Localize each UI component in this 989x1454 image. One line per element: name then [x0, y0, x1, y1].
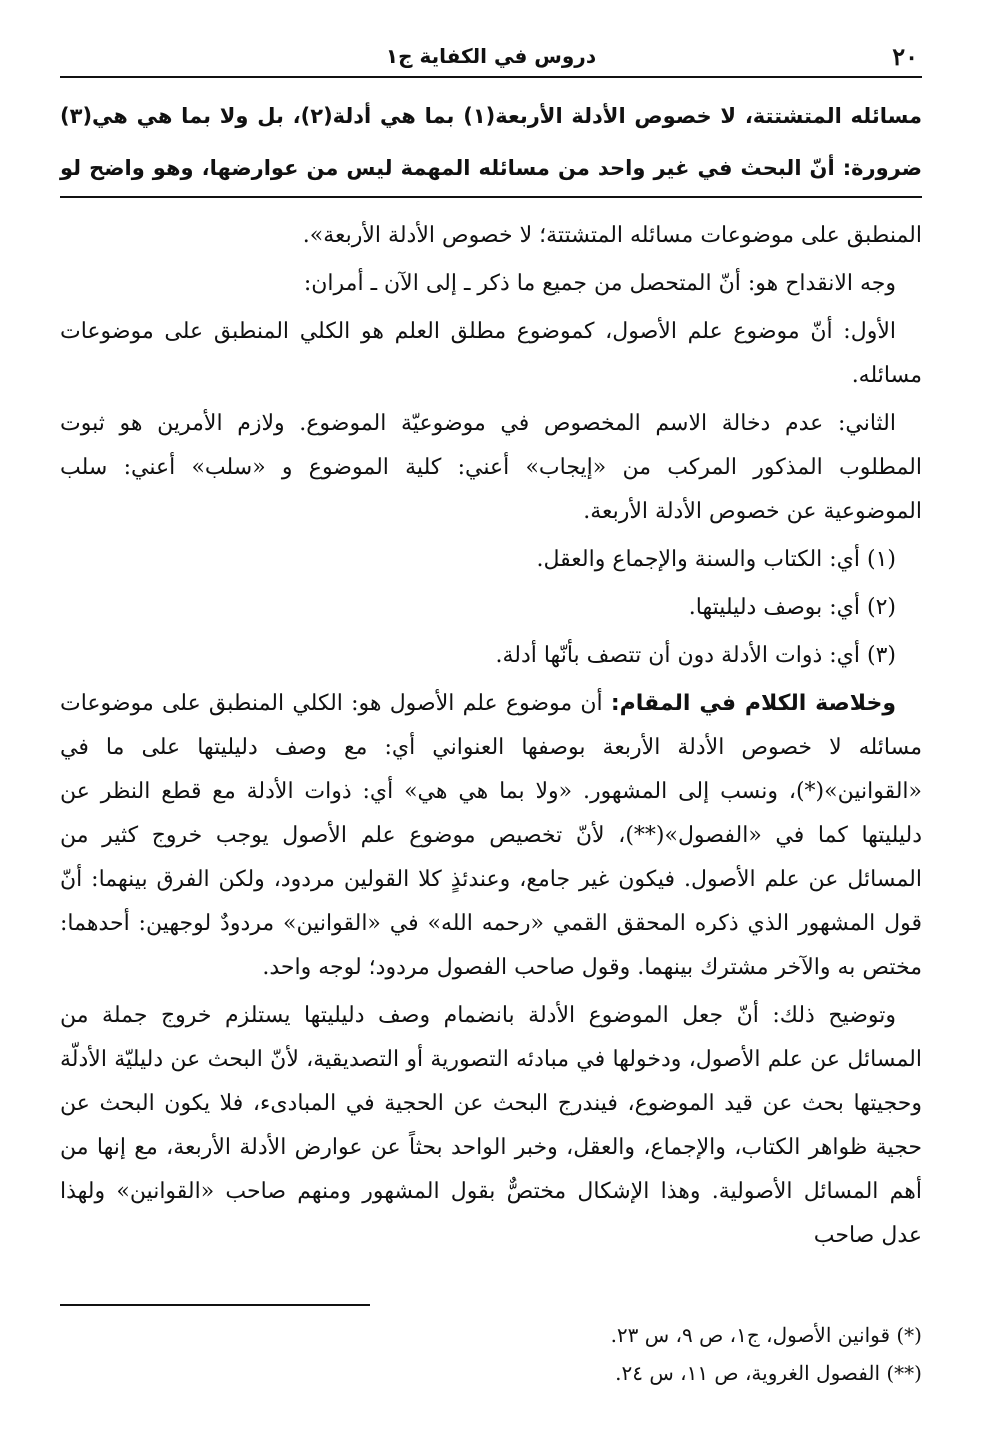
document-page: [60, 0, 922, 1454]
paragraph-6: وتوضيح ذلك: أنّ جعل الموضوع الأدلة بانضمام وصف دليليتها يستلزم خروج جملة من المسائل عن علم الأصول، ودخولها في مبادئه التصورية أو التصديقية، لأنّ البحث عن دليليّة الأدلّة وحجيتها بحث عن قيد الموضوع، فيندرج البحث عن الحجية في المبادىء، فلا يكون البحث عن حجية ظواهر الكتاب، والإجماع، والعقل، وخبر الواحد بحثاً عن عوارض الأدلة الأربعة، مع إنها من أهم المسائل الأصولية. وهذا الإشكال مختصٌّ بقول المشهور ومنهم صاحب «القوانين» ولهذا عدل صاحب: [60, 1003, 922, 1248]
commentary-body: [60, 214, 922, 1262]
paragraph-5: [60, 682, 922, 990]
inline-footnote-3: (٣) أي: ذوات الأدلة دون أن تتصف بأنّها أدلة.: [495, 643, 896, 668]
page-header: [60, 38, 922, 78]
page-number: ٢٠: [892, 42, 918, 71]
paragraph-4: الثاني: عدم دخالة الاسم المخصوص في موضوعيّة الموضوع. ولازم الأمرين هو ثبوت المطلوب المذكور المركب من «إيجاب» أعني: كلية الموضوع و «سلب» أعني: سلب الموضوعية عن خصوص الأدلة الأربعة.: [60, 411, 922, 524]
footnote-2: (**) الفصول الغروية، ص ١١، س ٢٤.: [615, 1361, 922, 1385]
footnote-divider: [60, 1304, 370, 1306]
footnote-1: (*) قوانين الأصول، ج١، ص ٩، س ٢٣.: [610, 1323, 922, 1347]
paragraph-5-lead: وخلاصة الكلام في المقام:: [610, 691, 896, 716]
paragraph-1: المنطبق على موضوعات مسائله المتشتتة؛ لا خصوص الأدلة الأربعة».: [302, 223, 922, 248]
footnotes: [60, 1316, 922, 1392]
paragraph-5-text: أن موضوع علم الأصول هو: الكلي المنطبق على موضوعات مسائله لا خصوص الأدلة الأربعة بوصفها العنواني أي: مع وصف دليليتها على ما في «القوانين»(*)، ونسب إلى المشهور. «ولا بما هي هي» أي: ذوات الأدلة مع قطع النظر عن دليليتها كما في «الفصول»(**)، لأنّ تخصيص موضوع علم الأصول يوجب خروج كثير من المسائل عن علم الأصول. فيكون غير جامع، وعندئذٍ كلا القولين مردود، ولكن الفرق بينهما: أنّ قول المشهور الذي ذكره المحقق القمي «رحمه الله» في «القوانين» مردودٌ لوجهين: أحدهما: مختص به والآخر مشترك بينهما. وقول صاحب الفصول مردود؛ لوجه واحد.: [60, 691, 922, 980]
inline-footnote-2: (٢) أي: بوصف دليليتها.: [688, 595, 896, 620]
paragraph-3: الأول: أنّ موضوع علم الأصول، كموضوع مطلق العلم هو الكلي المنطبق على موضوعات مسائله.: [60, 319, 922, 388]
running-title: دروس في الكفاية ج١: [385, 44, 597, 68]
inline-footnote-1: (١) أي: الكتاب والسنة والإجماع والعقل.: [536, 547, 896, 572]
quote-line-1: مسائله المتشتتة، لا خصوص الأدلة الأربعة(١) بما هي أدلة(٢)، بل ولا بما هي هي(٣): [60, 104, 922, 128]
quoted-text-block: [60, 90, 922, 194]
paragraph-2: وجه الانقداح هو: أنّ المتحصل من جميع ما ذكر ـ إلى الآن ـ أمران:: [303, 271, 896, 296]
quote-divider: [60, 196, 922, 198]
quote-line-2: ضرورة: أنّ البحث في غير واحد من مسائله المهمة ليس من عوارضها، وهو واضح لو: [60, 156, 922, 180]
